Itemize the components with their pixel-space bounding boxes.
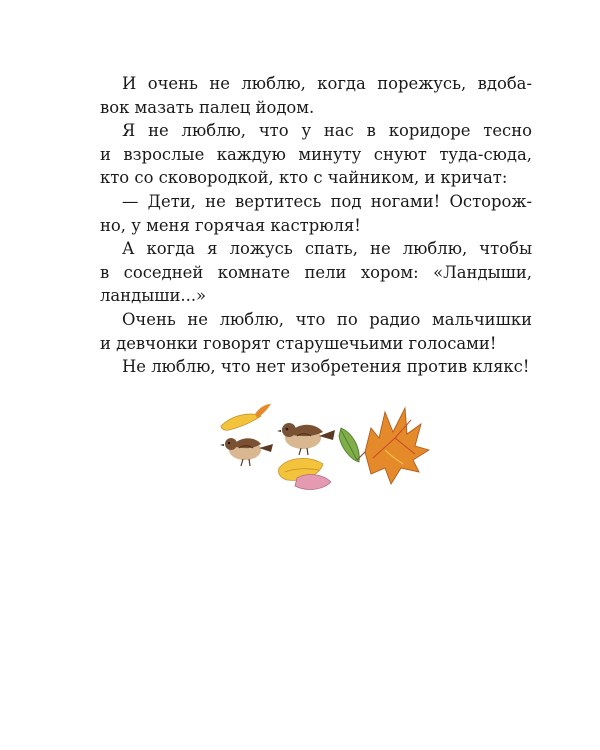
text-line: Я не люблю, что у нас в коридоре тесно [122,121,532,141]
text-line: и взрослые каждую минуту снуют туда-сюда, [100,144,532,164]
text-line: ландыши...» [100,286,207,306]
text-line: в соседней комнате пели хором: «Ландыши, [100,262,532,282]
sparrow-icon [277,423,335,455]
text-line: кто со сковородкой, кто с чайником, и кричат: [100,168,508,188]
text-line: А когда я ложусь спать, не люблю, чтобы [122,239,532,259]
autumn-leaf-icon [278,458,331,489]
text-line: — Дети, не вертитесь под ногами! Осторож- [122,191,532,211]
text-line: Не люблю, что нет изобретения против клякс! [122,357,530,377]
text-line: но, у меня горячая кастрюля! [100,215,361,235]
sparrows-and-leaves-illustration [215,398,430,513]
text-line: и девчонки говорят старушечьими голосами! [100,333,497,353]
autumn-leaf-icon [221,404,271,430]
sparrow-icon [220,438,273,466]
story-text [100,72,532,379]
autumn-leaf-icon [357,408,429,484]
text-line: Очень не люблю, что по радио мальчишки [122,309,532,329]
autumn-leaf-icon [339,428,359,462]
text-line: вок мазать палец йодом. [100,97,315,117]
text-line: И очень не люблю, когда порежусь, вдоба- [122,74,532,93]
